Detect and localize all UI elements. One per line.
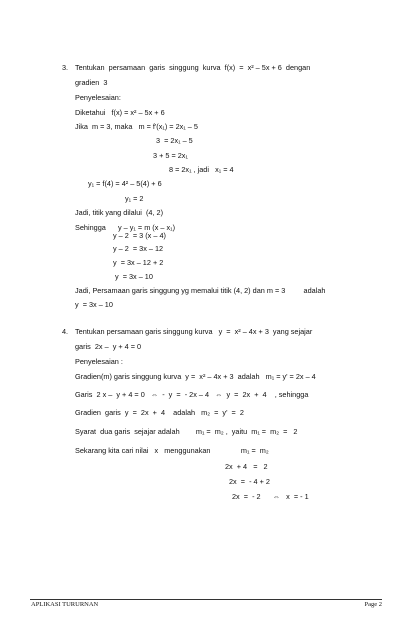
problem-4-solution-heading: Penyelesaian : (75, 357, 123, 366)
problem-4-calc-2: 2x = - 4 + 2 (229, 477, 270, 486)
footer-title: APLIKASI TURURNAN (31, 601, 99, 608)
problem-4-parallel-condition: Syarat dua garis sejajar adalah m₁ = m₂ , yaitu m₁ = m₂ = 2 (75, 427, 298, 436)
problem-3-step-5: y₁ = f(4) = 4² – 5(4) + 6 (88, 179, 162, 188)
problem-4-question-line-1: Tentukan persamaan garis singgung kurva y = x² – 4x + 3 yang sejajar (75, 327, 313, 336)
problem-3-step-2: 3 = 2x₁ – 5 (156, 136, 193, 145)
problem-3-equation-3: y – 2 = 3x – 12 (113, 244, 164, 253)
footer-page-number: Page 2 (364, 601, 382, 608)
problem-4-line-gradient: Gradien garis y = 2x + 4 adalah m₂ = y' = 2 (75, 408, 244, 417)
problem-3-solution-heading: Penyelesaian: (75, 93, 121, 102)
problem-4-compute: Sekarang kita cari nilai x menggunakan m₁ = m₂ (75, 446, 269, 455)
problem-4-calc-1: 2x + 4 = 2 (225, 462, 268, 471)
problem-3-equation-4: y = 3x – 12 + 2 (113, 258, 164, 267)
problem-3-step-6: y₁ = 2 (125, 194, 144, 203)
problem-3-step-3: 3 + 5 = 2x₁ (153, 151, 188, 160)
problem-3-question-line-2: gradien 3 (75, 78, 108, 87)
problem-3-equation-1: Sehingga y – y₁ = m (x – x₁) (75, 223, 176, 232)
problem-3-question-line-1: Tentukan persamaan garis singgung kurva f(x) = x² – 5x + 6 dengan (75, 63, 311, 72)
problem-3-equation-2: y – 2 = 3 (x – 4) (113, 231, 166, 240)
problem-3-equation-5: y = 3x – 10 (115, 272, 153, 281)
problem-4-calc-3: 2x = - 2 ⇔ x = - 1 (232, 492, 309, 501)
problem-4-gradient: Gradien(m) garis singgung kurva y = x² – 4x + 3 adalah m₁ = y' = 2x – 4 (75, 372, 316, 381)
problem-3-point: Jadi, titik yang dilalui (4, 2) (75, 208, 164, 217)
problem-4-line: Garis 2 x – y + 4 = 0 ⇔ - y = - 2x – 4 ⇔ y = 2x + 4 , sehingga (75, 390, 309, 399)
problem-3-step-4: 8 = 2x₁ , jadi x₁ = 4 (169, 165, 234, 174)
problem-3-conclusion-line-1: Jadi, Persamaan garis singgung yg memalui titik (4, 2) dan m = 3 adalah (75, 286, 326, 295)
problem-3-step-1: Jika m = 3, maka m = f'(x₁) = 2x₁ – 5 (75, 122, 198, 131)
problem-4-question-line-2: garis 2x – y + 4 = 0 (75, 342, 142, 351)
problem-3-known: Diketahui f(x) = x² – 5x + 6 (75, 108, 165, 117)
problem-3-conclusion-line-2: y = 3x – 10 (75, 300, 113, 309)
footer-divider (30, 599, 382, 600)
problem-3-number: 3. (62, 63, 69, 72)
problem-4-number: 4. (62, 327, 69, 336)
